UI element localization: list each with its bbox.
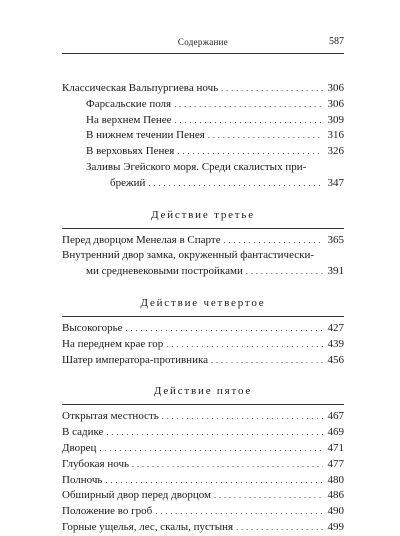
- dot-leader: [208, 128, 323, 144]
- toc-entry-page: 365: [327, 233, 344, 246]
- dot-leader: [214, 488, 323, 504]
- dot-leader: [221, 81, 323, 97]
- toc-entry-title: Внутренний двор замка, окруженный фантастически-: [62, 249, 315, 262]
- toc-entry-title: В нижнем течении Пенея: [86, 129, 205, 142]
- toc-entry[interactable]: [62, 409, 344, 425]
- toc-entry-title: Дворец: [62, 441, 97, 454]
- toc-entry-title: Полночь: [62, 473, 103, 486]
- running-head: [62, 36, 344, 50]
- toc-entry-page: 316: [327, 129, 344, 142]
- toc-entry-title: Заливы Эгейского моря. Среди скалистых при-: [86, 160, 307, 173]
- toc-entry-title: На верхнем Пенее: [86, 113, 172, 126]
- toc-entry[interactable]: [62, 425, 344, 441]
- toc-entry[interactable]: [62, 248, 344, 264]
- toc-group: [62, 81, 344, 192]
- toc-entry-page: 469: [327, 426, 344, 439]
- toc-entry[interactable]: [62, 113, 344, 129]
- dot-leader: [105, 473, 323, 489]
- running-head-title: Содержание: [177, 37, 229, 47]
- toc-entry-title: В верховьях Пенея: [86, 145, 175, 158]
- toc-entry-page: 427: [327, 321, 344, 334]
- toc-entry-continuation[interactable]: [62, 176, 344, 192]
- toc-entry[interactable]: [62, 504, 344, 520]
- dot-leader: [132, 457, 323, 473]
- toc-entry-page: 477: [327, 457, 344, 470]
- toc-entry[interactable]: [62, 128, 344, 144]
- toc-entry[interactable]: [62, 321, 344, 337]
- toc-entry-page: 391: [327, 265, 344, 278]
- dot-leader: [224, 233, 323, 249]
- dot-leader: [175, 113, 323, 129]
- toc-entry-title: Высокогорье: [62, 321, 123, 334]
- toc-entry-title-cont: ми средневековыми постройками: [86, 265, 243, 278]
- toc-entry-title-cont: брежий: [110, 176, 146, 189]
- toc-entry-page: 309: [327, 113, 344, 126]
- toc-group: [62, 404, 344, 535]
- toc-group: [62, 228, 344, 280]
- dot-leader: [174, 97, 323, 113]
- dot-leader: [99, 441, 323, 457]
- toc-entry-title: На переднем крае гор: [62, 337, 164, 350]
- toc-entry-page: 306: [327, 97, 344, 110]
- toc-entry-title: Фарсальские поля: [86, 97, 172, 110]
- toc-entry[interactable]: [62, 488, 344, 504]
- dot-leader: [246, 264, 323, 280]
- toc-entry-page: 467: [327, 410, 344, 423]
- toc-entry[interactable]: [62, 233, 344, 249]
- toc-entry[interactable]: [62, 457, 344, 473]
- toc-entry-title: В садике: [62, 426, 104, 439]
- toc-entry-page: 347: [327, 176, 344, 189]
- toc-entry-title: Горные ущелья, лес, скалы, пустыня: [62, 520, 234, 533]
- toc-entry-continuation[interactable]: [62, 264, 344, 280]
- toc-entry-title: Обширный двор перед дворцом: [62, 489, 211, 502]
- dot-leader: [236, 520, 323, 536]
- toc-entry-page: 439: [327, 337, 344, 350]
- dot-leader: [148, 176, 323, 192]
- dot-leader: [126, 321, 323, 337]
- dot-leader: [166, 337, 323, 353]
- toc-entry-page: 456: [327, 353, 344, 366]
- toc-entry[interactable]: [62, 520, 344, 536]
- toc-entry[interactable]: [62, 81, 344, 97]
- section-heading: Действие пятое: [153, 385, 253, 398]
- toc-entry-page: 490: [327, 505, 344, 518]
- toc-entry-title: Шатер императора-противника: [62, 353, 209, 366]
- table-of-contents: [62, 81, 344, 536]
- toc-entry[interactable]: [62, 160, 344, 176]
- dot-leader: [211, 353, 323, 369]
- running-head-rule: [62, 53, 344, 54]
- dot-leader: [155, 504, 323, 520]
- toc-entry-page: 499: [327, 520, 344, 533]
- toc-entry[interactable]: [62, 97, 344, 113]
- toc-entry-page: 486: [327, 489, 344, 502]
- section-heading: Действие третье: [151, 208, 255, 221]
- toc-group: [62, 316, 344, 368]
- toc-entry-page: 326: [327, 145, 344, 158]
- toc-entry[interactable]: [62, 441, 344, 457]
- page-number: 587: [329, 36, 344, 47]
- toc-entry[interactable]: [62, 337, 344, 353]
- toc-entry-title: Перед дворцом Менелая в Спарте: [62, 233, 221, 246]
- toc-entry[interactable]: [62, 353, 344, 369]
- dot-leader: [177, 144, 323, 160]
- toc-entry[interactable]: [62, 473, 344, 489]
- dot-leader: [106, 425, 323, 441]
- toc-entry-page: 306: [327, 82, 344, 94]
- toc-entry-title: Положение во гроб: [62, 505, 153, 518]
- toc-entry-title: Глубокая ночь: [62, 457, 129, 470]
- toc-entry-title: Открытая местность: [62, 410, 159, 423]
- toc-entry-page: 480: [327, 473, 344, 486]
- toc-entry[interactable]: [62, 144, 344, 160]
- dot-leader: [162, 409, 323, 425]
- section-heading: Действие четвертое: [140, 296, 266, 309]
- toc-entry-page: 471: [327, 441, 344, 454]
- toc-entry-title: Классическая Вальпургиева ночь: [62, 82, 219, 94]
